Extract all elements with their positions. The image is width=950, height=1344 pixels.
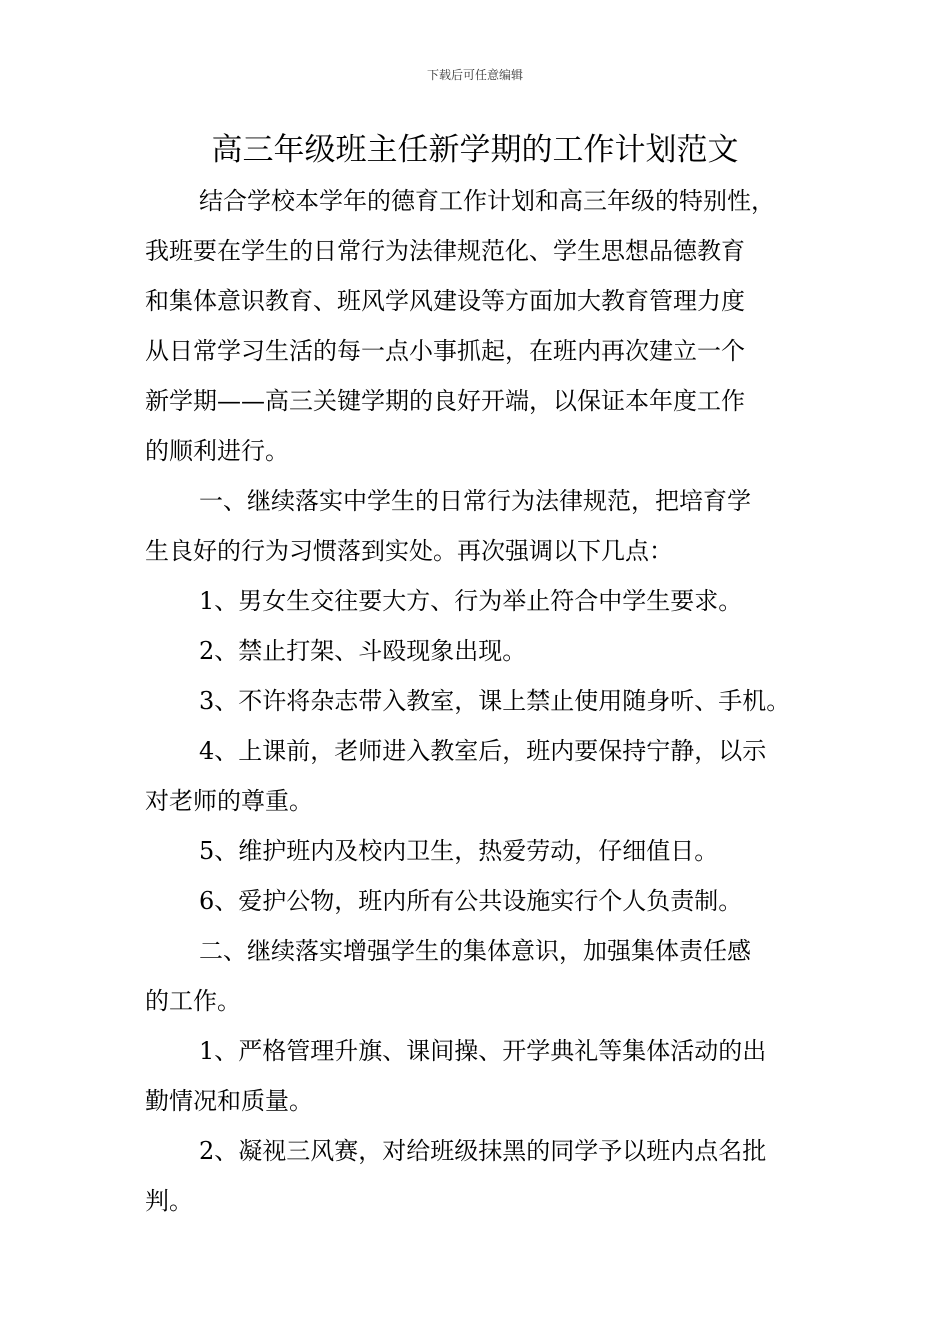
paragraph-line: 2、凝视三风赛，对给班级抹黑的同学予以班内点名批 <box>199 1137 767 1165</box>
paragraph-line: 判。 <box>145 1187 193 1215</box>
paragraph-line: 二、继续落实增强学生的集体意识，加强集体责任感 <box>199 937 751 965</box>
paragraph-line: 对老师的尊重。 <box>145 787 313 815</box>
paragraph-line: 6、爱护公物，班内所有公共设施实行个人负责制。 <box>199 887 743 915</box>
paragraph-line: 勤情况和质量。 <box>145 1087 313 1115</box>
paragraph-line: 的工作。 <box>145 987 241 1015</box>
document-body <box>145 176 815 1226</box>
paragraph-line: 1、严格管理升旗、课间操、开学典礼等集体活动的出 <box>199 1037 767 1065</box>
paragraph-line: 3、不许将杂志带入教室，课上禁止使用随身听、手机。 <box>199 687 791 715</box>
header-note: 下载后可任意编辑 <box>426 68 523 82</box>
paragraph-line: 4、上课前，老师进入教室后，班内要保持宁静，以示 <box>199 737 767 765</box>
paragraph-line: 2、禁止打架、斗殴现象出现。 <box>199 637 527 665</box>
paragraph-line: 一、继续落实中学生的日常行为法律规范，把培育学 <box>199 487 751 515</box>
paragraph-line: 新学期——高三关键学期的良好开端，以保证本年度工作 <box>145 387 745 415</box>
paragraph-line: 结合学校本学年的德育工作计划和高三年级的特别性， <box>199 187 775 215</box>
paragraph-line: 生良好的行为习惯落到实处。再次强调以下几点： <box>145 537 673 565</box>
paragraph-line: 从日常学习生活的每一点小事抓起，在班内再次建立一个 <box>145 337 745 365</box>
paragraph-line: 和集体意识教育、班风学风建设等方面加大教育管理力度 <box>145 287 745 315</box>
paragraph-line: 的顺利进行。 <box>145 437 289 465</box>
paragraph-line: 1、男女生交往要大方、行为举止符合中学生要求。 <box>199 587 743 615</box>
paragraph-line: 5、维护班内及校内卫生，热爱劳动，仔细值日。 <box>199 837 719 865</box>
document-title: 高三年级班主任新学期的工作计划范文 <box>211 132 739 168</box>
paragraph-line: 我班要在学生的日常行为法律规范化、学生思想品德教育 <box>145 237 745 265</box>
